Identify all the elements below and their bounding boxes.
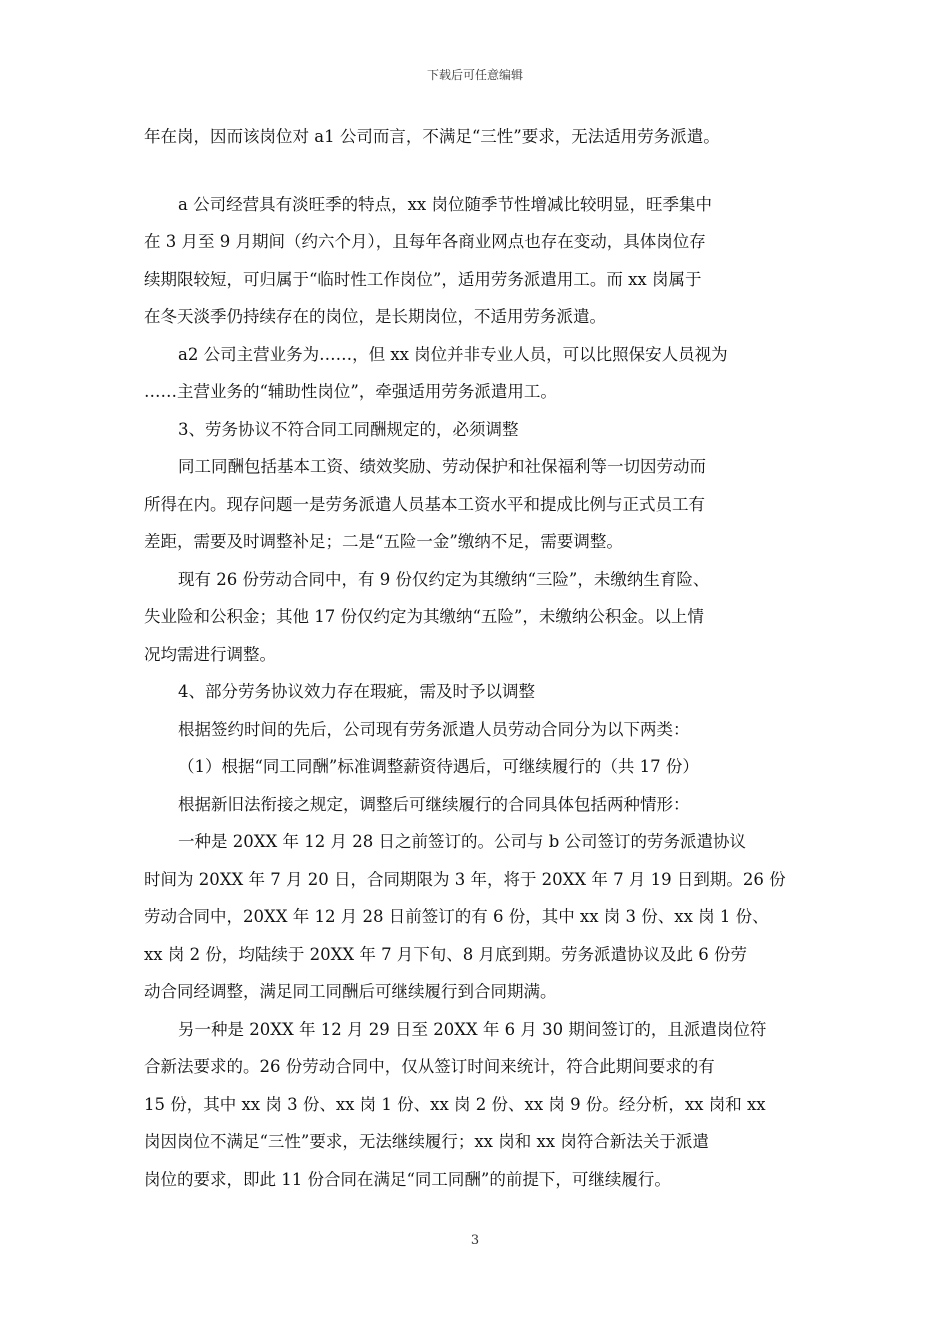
section-heading: 3、劳务协议不符合同工同酬规定的，必须调整: [178, 419, 519, 439]
text-line: 时间为 20XX 年 7 月 20 日，合同期限为 3 年，将于 20XX 年 7 月 19 日到期。26 份: [144, 869, 786, 889]
text-line: 合新法要求的。26 份劳动合同中，仅从签订时间来统计，符合此期间要求的有: [144, 1057, 715, 1076]
text-line: 一种是 20XX 年 12 月 28 日之前签订的。公司与 b 公司签订的劳务派遣协议: [178, 832, 747, 851]
page-header: 下载后可任意编辑: [426, 68, 523, 82]
text-line: 15 份，其中 xx 岗 3 份、xx 岗 1 份、xx 岗 2 份、xx 岗 9 份。经分析，xx 岗和 xx: [144, 1094, 766, 1114]
text-line: 在冬天淡季仍持续存在的岗位，是长期岗位，不适用劳务派遣。: [144, 307, 606, 326]
text-line: 动合同经调整，满足同工同酬后可继续履行到合同期满。: [144, 982, 557, 1001]
text-line: （1）根据“同工同酬”标准调整薪资待遇后，可继续履行的（共 17 份）: [178, 757, 699, 776]
text-line: 根据签约时间的先后，公司现有劳务派遣人员劳动合同分为以下两类：: [178, 719, 690, 739]
page-number: 3: [470, 1233, 480, 1248]
text-line: 根据新旧法衔接之规定，调整后可继续履行的合同具体包括两种情形：: [178, 794, 690, 814]
text-line: a2 公司主营业务为……，但 xx 岗位并非专业人员，可以比照保安人员视为: [178, 344, 728, 364]
text-line: 所得在内。现存问题一是劳务派遣人员基本工资水平和提成比例与正式员工有: [144, 494, 705, 514]
section-heading: 4、部分劳务协议效力存在瑕疵，需及时予以调整: [178, 682, 535, 701]
text-line: 现有 26 份劳动合同中，有 9 份仅约定为其缴纳“三险”，未缴纳生育险、: [178, 569, 710, 589]
text-line: 另一种是 20XX 年 12 月 29 日至 20XX 年 6 月 30 期间签订的，且派遣岗位符: [178, 1019, 767, 1039]
text-line: 失业险和公积金；其他 17 份仅约定为其缴纳“五险”，未缴纳公积金。以上情: [144, 607, 704, 626]
text-line: a 公司经营具有淡旺季的特点，xx 岗位随季节性增减比较明显，旺季集中: [178, 194, 712, 214]
text-line: 同工同酬包括基本工资、绩效奖励、劳动保护和社保福利等一切因劳动而: [178, 457, 706, 476]
text-line: 况均需进行调整。: [144, 644, 276, 664]
text-line: 岗位的要求，即此 11 份合同在满足“同工同酬”的前提下，可继续履行。: [144, 1169, 671, 1189]
text-line: 差距，需要及时调整补足；二是“五险一金”缴纳不足，需要调整。: [144, 532, 623, 551]
text-line: 在 3 月至 9 月期间（约六个月），且每年各商业网点也存在变动，具体岗位存: [144, 232, 706, 251]
text-line: ……主营业务的“辅助性岗位”，牵强适用劳务派遣用工。: [144, 382, 557, 401]
text-line: xx 岗 2 份，均陆续于 20XX 年 7 月下旬、8 月底到期。劳务派遣协议及此 6 份劳: [144, 944, 748, 964]
text-line: 续期限较短，可归属于“临时性工作岗位”，适用劳务派遣用工。而 xx 岗属于: [144, 269, 702, 289]
text-line: 劳动合同中，20XX 年 12 月 28 日前签订的有 6 份，其中 xx 岗 3 份、xx 岗 1 份、: [144, 907, 769, 926]
text-line: 岗因岗位不满足“三性”要求，无法继续履行；xx 岗和 xx 岗符合新法关于派遣: [144, 1132, 709, 1151]
document-body: [144, 118, 810, 1198]
paragraph-gap: [144, 156, 810, 186]
text-line: 年在岗，因而该岗位对 a1 公司而言，不满足“三性”要求，无法适用劳务派遣。: [144, 127, 720, 146]
